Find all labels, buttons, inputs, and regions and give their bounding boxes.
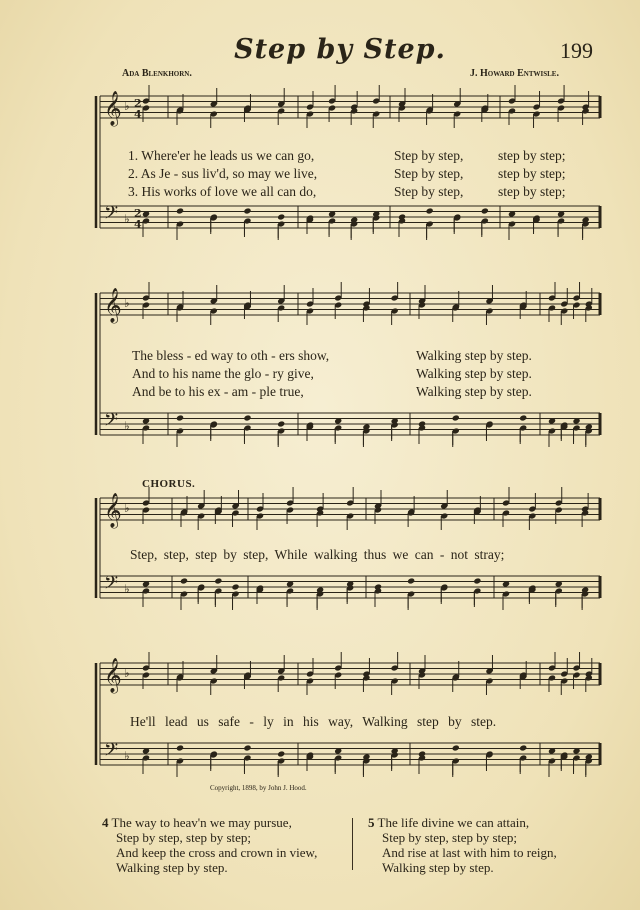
copyright-notice: Copyright, 1898, by John J. Hood. <box>210 784 307 792</box>
verse-4 <box>102 815 317 875</box>
verse-line: And rise at last with him to reign, <box>382 845 557 860</box>
verse-line: Step by step, step by step; <box>116 830 252 845</box>
bass-clef-icon: 𝄢 <box>104 740 119 765</box>
lyric-line: Step by step, <box>394 148 464 163</box>
flat-icon: ♭ <box>124 501 130 515</box>
lyric-line: Step, step, step by step, While walking thus we can - not stray; <box>130 547 505 562</box>
verse-number: 4 <box>102 815 109 830</box>
flat-icon: ♭ <box>124 749 130 763</box>
flat-icon: ♭ <box>124 296 130 310</box>
author-credit: Ada Blenkhorn. <box>122 68 192 79</box>
verse-line: The way to heav'n we may pursue, <box>111 815 292 830</box>
page-number: 199 <box>560 38 593 63</box>
flat-icon: ♭ <box>124 582 130 596</box>
bass-clef-icon: 𝄢 <box>104 573 119 598</box>
notes <box>142 282 593 447</box>
lyric-line: Step by step, <box>394 184 464 199</box>
verse-line: Walking step by step. <box>382 860 494 875</box>
flat-icon: ♭ <box>124 419 130 433</box>
verse-line: The life divine we can attain, <box>377 815 530 830</box>
lyric-line: He'll lead us safe - ly in his way, Walking step by step. <box>130 714 497 729</box>
flat-icon: ♭ <box>124 99 130 113</box>
composer-credit: J. Howard Entwisle. <box>470 68 559 79</box>
lyric-line: step by step; <box>498 166 566 181</box>
lyric-line: 3. His works of love we all can do, <box>128 184 317 199</box>
verse-number: 5 <box>368 815 375 830</box>
staff-lines <box>100 293 600 435</box>
bass-clef-icon: 𝄢 <box>104 410 119 435</box>
lyric-line: And be to his ex - am - ple true, <box>132 384 304 399</box>
time-signature: 2 <box>134 97 142 110</box>
treble-clef-icon: 𝄞 <box>104 91 122 126</box>
verse-5 <box>368 815 557 875</box>
time-signature: 4 <box>134 108 142 121</box>
lyric-line: 1. Where'er he leads us we can go, <box>128 148 315 163</box>
treble-clef-icon: 𝄞 <box>104 658 122 693</box>
lyric-line: The bless - ed way to oth - ers show, <box>132 348 330 363</box>
lyric-line: Walking step by step. <box>416 366 532 381</box>
flat-icon: ♭ <box>124 666 130 680</box>
lyric-line: step by step; <box>498 184 566 199</box>
lyric-line: Step by step, <box>394 166 464 181</box>
chorus-label: CHORUS. <box>142 478 196 490</box>
lyric-line: Walking step by step. <box>416 348 532 363</box>
lyric-line: And to his name the glo - ry give, <box>132 366 314 381</box>
hymn-title: Step by Step. <box>234 34 446 65</box>
verse-line: Walking step by step. <box>116 860 228 875</box>
music-system-2 <box>0 285 640 465</box>
verse-line: And keep the cross and crown in view, <box>116 845 318 860</box>
treble-clef-icon: 𝄞 <box>104 493 122 528</box>
lyric-line: 2. As Je - sus liv'd, so may we live, <box>128 166 318 181</box>
treble-clef-icon: 𝄞 <box>104 288 122 323</box>
time-signature: 4 <box>134 218 142 231</box>
lyric-line: Walking step by step. <box>416 384 532 399</box>
verse-divider <box>352 818 353 870</box>
flat-icon: ♭ <box>124 212 130 226</box>
lyric-line: step by step; <box>498 148 566 163</box>
bass-clef-icon: 𝄢 <box>104 203 119 228</box>
time-signature: 2 <box>134 207 142 220</box>
verse-line: Step by step, step by step; <box>382 830 518 845</box>
